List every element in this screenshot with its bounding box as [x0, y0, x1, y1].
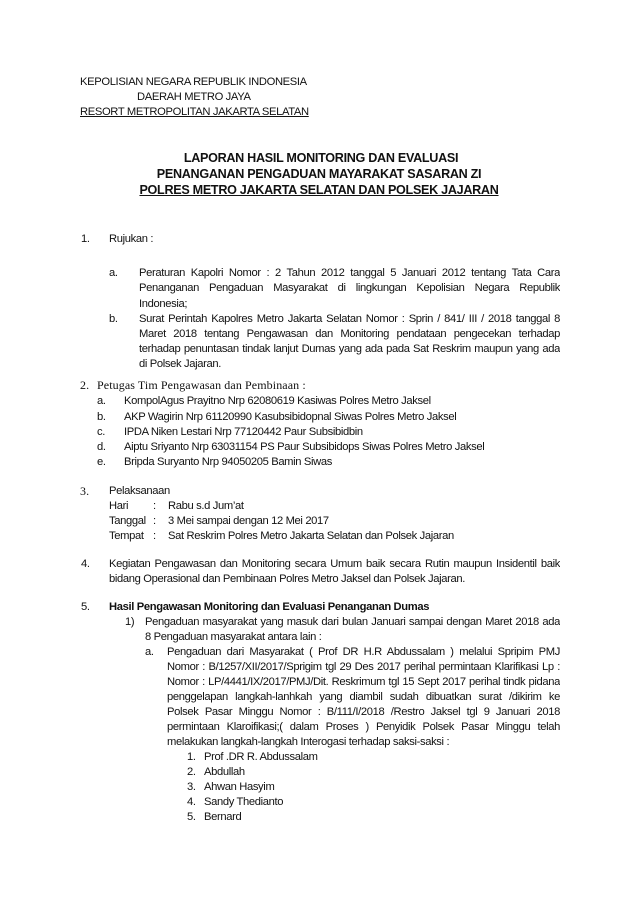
schedule-key: Tanggal — [109, 515, 146, 527]
officer-label: c. — [97, 426, 106, 438]
schedule-value: 3 Mei sampai dengan 12 Mei 2017 — [168, 515, 329, 527]
witness-name: Abdullah — [204, 766, 245, 778]
officer-label: b. — [97, 411, 106, 423]
item-a-line: Indonesia; — [139, 298, 188, 310]
item-b-line: Maret 2018 tentang Pengawasan dan Monitoring pendataan pengecekan terhadap — [139, 328, 560, 340]
section-5-heading: Hasil Pengawasan Monitoring dan Evaluasi Penanganan Dumas — [109, 601, 430, 613]
section-2-heading: Petugas Tim Pengawasan dan Pembinaan : — [97, 378, 306, 392]
section-5-number: 5. — [81, 601, 90, 613]
witness-number: 3. — [187, 781, 196, 793]
title-line-2: PENANGANAN PENGADUAN MAYARAKAT SASARAN ZI — [156, 167, 482, 181]
officer-name: Bripda Suryanto Nrp 94050205 Bamin Siwas — [124, 456, 333, 468]
item-b-line: terhadap penuntasan tindak lanjut Dumas yang ada pada Sat Reskrim maupun yang ada — [139, 343, 560, 355]
witness-name: Sandy Thedianto — [204, 796, 284, 808]
schedule-value: Rabu s.d Jum’at — [168, 500, 244, 512]
item-a-line: Penanganan Pengaduan Masyarakat di lingkungan Kepolisian Negara Republik — [139, 282, 560, 294]
witness-number: 5. — [187, 811, 196, 823]
item-b-label: b. — [109, 313, 118, 325]
officer-label: a. — [97, 395, 106, 407]
section-1-number: 1. — [81, 233, 90, 245]
item-a-label: a. — [109, 267, 118, 279]
point-a-line: Nomor : B/1257/XII/2017/Sprigim tgl 29 Des 2017 perihal permintaan Klarifikasi Lp : — [167, 661, 560, 673]
schedule-key: Hari — [109, 500, 129, 512]
letterhead-line-2: DAERAH METRO JAYA — [137, 91, 251, 103]
officer-name: KompolAgus Prayitno Nrp 62080619 Kasiwas Polres Metro Jaksel — [124, 395, 431, 407]
schedule-value: Sat Reskrim Polres Metro Jakarta Selatan dan Polsek Jajaran — [168, 530, 454, 542]
schedule-sep: : — [153, 530, 156, 542]
schedule-key: Tempat — [109, 530, 144, 542]
officer-name: IPDA Niken Lestari Nrp 77120442 Paur Subsibidbin — [124, 426, 363, 438]
point-a-line: penggelapan langkah-lanhkah yang diambil sudah dibuatkan surat /dikirim ke — [167, 691, 560, 703]
letterhead-line-1: KEPOLISIAN NEGARA REPUBLIK INDONESIA — [80, 76, 307, 88]
officer-name: Aiptu Sriyanto Nrp 63031154 PS Paur Subsibidops Siwas Polres Metro Jaksel — [124, 441, 485, 453]
point-a-label: a. — [145, 646, 154, 658]
letterhead-line-3: RESORT METROPOLITAN JAKARTA SELATAN — [80, 106, 309, 118]
section-4-number: 4. — [81, 558, 90, 570]
witness-name: Ahwan Hasyim — [204, 781, 275, 793]
item-a-line: Peraturan Kapolri Nomor : 2 Tahun 2012 tanggal 5 Januari 2012 tentang Tata Cara — [139, 267, 560, 279]
item-b-line: Surat Perintah Kapolres Metro Jakarta Selatan Nomor : Sprin / 841/ III / 2018 tanggal 8 — [139, 313, 560, 325]
officer-label: d. — [97, 441, 106, 453]
section-4-line: Kegiatan Pengawasan dan Monitoring secara Umum baik secara Rutin maupun Insidentil baik — [109, 558, 560, 570]
point-a-line: melakukan langkah-langkah Interogasi terhadap saksi-saksi : — [167, 736, 450, 748]
item-b-line: di Polsek Jajaran. — [139, 358, 222, 370]
point-a-line: Pengaduan dari Masyarakat ( Prof DR H.R Abdussalam ) melalui Spripim PMJ — [167, 646, 560, 658]
section-2-number: 2. — [80, 378, 90, 392]
schedule-sep: : — [153, 515, 156, 527]
title-line-1: LAPORAN HASIL MONITORING DAN EVALUASI — [183, 151, 459, 165]
point-a-line: Nomor : LP/4441/IX/2017/PMJ/Dit. Reskrimum tgl 15 Sept 2017 perihal tindk pidana — [167, 676, 560, 688]
section-3-heading: Pelaksanaan — [109, 485, 170, 497]
witness-number: 4. — [187, 796, 196, 808]
schedule-sep: : — [153, 500, 156, 512]
point-1-label: 1) — [125, 616, 135, 628]
section-3-number: 3. — [80, 484, 90, 498]
point-1-line: Pengaduan masyarakat yang masuk dari bulan Januari sampai dengan Maret 2018 ada — [145, 616, 560, 628]
point-a-line: permintaan Klaroifikasi;( dalam Proses ) Penyidik Polsek Pasar Minggu telah — [167, 721, 560, 733]
witness-number: 2. — [187, 766, 196, 778]
witness-name: Bernard — [204, 811, 242, 823]
witness-number: 1. — [187, 751, 196, 763]
section-1-heading: Rujukan : — [109, 233, 154, 245]
title-line-3: POLRES METRO JAKARTA SELATAN DAN POLSEK JAJARAN — [139, 183, 499, 197]
point-1-line: 8 Pengaduan masyarakat antara lain : — [145, 631, 322, 643]
officer-name: AKP Wagirin Nrp 61120990 Kasubsibidopnal Siwas Polres Metro Jaksel — [124, 411, 457, 423]
witness-name: Prof .DR R. Abdussalam — [204, 751, 318, 763]
officer-label: e. — [97, 456, 106, 468]
point-a-line: Polsek Pasar Minggu Nomor : B/111/I/2018 /Restro Jaksel tgl 9 Januari 2018 — [167, 706, 560, 718]
section-4-line: bidang Operasional dan Pembinaan Polres Metro Jaksel dan Polsek Jajaran. — [109, 573, 466, 585]
